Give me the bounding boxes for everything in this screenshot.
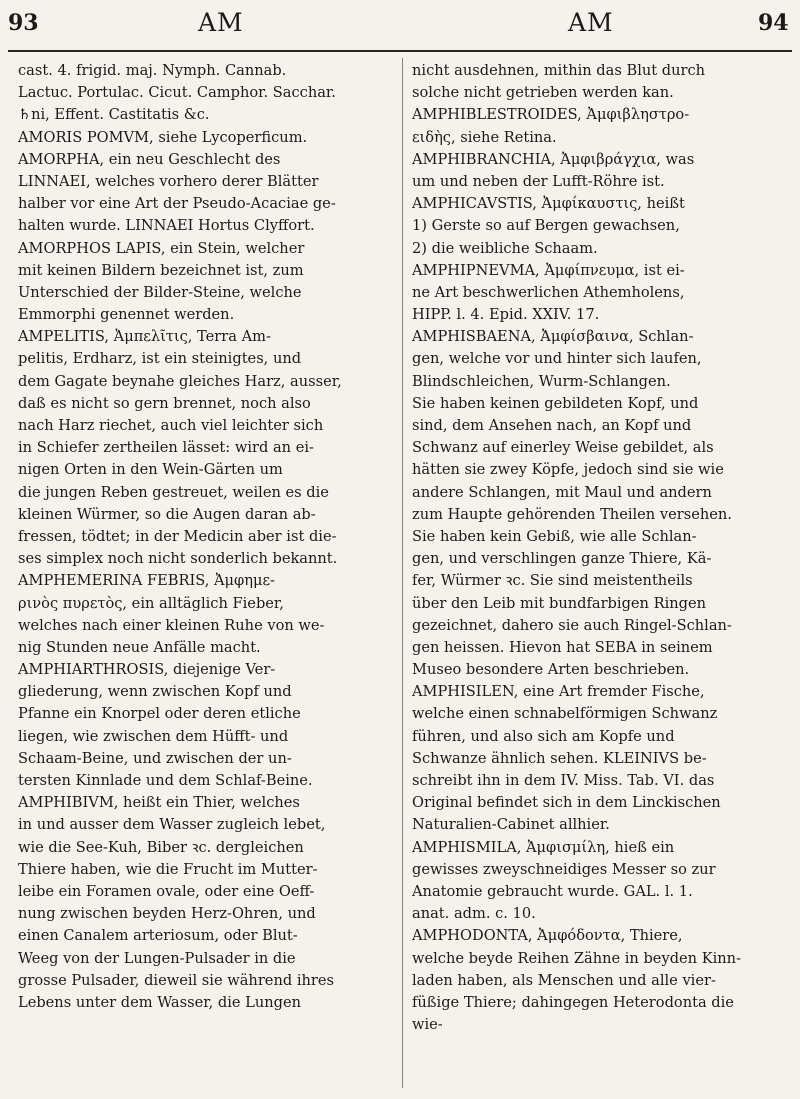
- running-head-left: AM: [198, 8, 244, 37]
- text-line: HIPP. l. 4. Epid. XXIV. 17.: [412, 306, 600, 324]
- text-line: Sie haben keinen gebildeten Kopf, und: [412, 394, 699, 412]
- text-line: Blindschleichen, Wurm-Schlangen.: [412, 372, 671, 390]
- text-line: Pfanne ein Knorpel oder deren etliche: [18, 705, 301, 723]
- text-line: nicht ausdehnen, mithin das Blut durch: [412, 62, 706, 79]
- text-line: halber vor eine Art der Pseudo-Acaciae ge-: [18, 195, 336, 213]
- text-line: AMPHIBLESTROIDES, Ἀμφιβληστρο-: [412, 106, 690, 124]
- text-line: gliederung, wenn zwischen Kopf und: [18, 683, 292, 701]
- text-line: AMPHODONTA, Ἀμφόδοντα, Thiere,: [412, 927, 683, 945]
- text-line: Museo besondere Arten beschrieben.: [412, 661, 690, 679]
- text-line: andere Schlangen, mit Maul und andern: [412, 483, 712, 501]
- text-line: zum Haupte gehörenden Theilen versehen.: [412, 505, 732, 523]
- text-line: gen, und verschlingen ganze Thiere, Kä-: [412, 550, 712, 568]
- text-line: wie die See-Kuh, Biber ꝛc. dergleichen: [18, 838, 304, 856]
- text-line: halten wurde. LINNAEI Hortus Clyffort.: [18, 217, 315, 235]
- text-line: in und ausser dem Wasser zugleich lebet,: [18, 816, 326, 834]
- text-line: AMORPHA, ein neu Geschlecht des: [18, 150, 281, 168]
- text-line: AMPHIBRANCHIA, Ἀμφιβράγχια, was: [412, 150, 695, 168]
- text-line: Weeg von der Lungen-Pulsader in die: [18, 949, 296, 967]
- running-head-right: AM: [568, 8, 614, 37]
- text-line: gen heissen. Hievon hat SEBA in seinem: [412, 638, 713, 656]
- page-header: [0, 0, 800, 62]
- text-line: tersten Kinnlade und dem Schlaf-Beine.: [18, 772, 313, 789]
- text-line: um und neben der Lufft-Röhre ist.: [412, 172, 665, 190]
- text-line: gewisses zweyschneidiges Messer so zur: [412, 860, 716, 878]
- text-line: laden haben, als Menschen und alle vier-: [412, 971, 716, 989]
- text-line: kleinen Würmer, so die Augen daran ab-: [18, 505, 316, 523]
- text-line: wie-: [412, 1016, 443, 1034]
- text-line: gezeichnet, dahero sie auch Ringel-Schlan-: [412, 616, 732, 634]
- text-line: solche nicht getrieben werden kan.: [412, 84, 674, 102]
- text-line: nig Stunden neue Anfälle macht.: [18, 638, 261, 656]
- text-line: Schaam-Beine, und zwischen der un-: [18, 749, 292, 767]
- text-line: welche einen schnabelförmigen Schwanz: [412, 705, 718, 723]
- text-line: pelitis, Erdharz, ist ein steinigtes, und: [18, 350, 302, 368]
- text-line: liegen, wie zwischen dem Hüfft- und: [18, 727, 289, 745]
- text-line: ♄ni, Effent. Castitatis &c.: [18, 106, 210, 124]
- text-line: daß es nicht so gern brennet, noch also: [18, 394, 311, 412]
- right-column: [412, 60, 784, 1090]
- text-line: ρινὸς πυρετὸς, ein alltäglich Fieber,: [18, 594, 284, 612]
- text-line: Sie haben kein Gebiß, wie alle Schlan-: [412, 527, 697, 545]
- text-line: AMPHICAVSTIS, Ἀμφίκαυστις, heißt: [412, 195, 685, 213]
- page-number-left: 93: [8, 10, 39, 36]
- text-line: Schwanz auf einerley Weise gebildet, als: [412, 439, 714, 457]
- text-line: nung zwischen beyden Herz-Ohren, und: [18, 905, 316, 923]
- text-line: die jungen Reben gestreuet, weilen es die: [18, 483, 329, 501]
- text-line: sind, dem Ansehen nach, an Kopf und: [412, 417, 692, 434]
- text-line: ne Art beschwerlichen Athemholens,: [412, 283, 685, 301]
- text-line: anat. adm. c. 10.: [412, 905, 536, 923]
- text-line: AMORPHOS LAPIS, ein Stein, welcher: [18, 239, 305, 257]
- text-line: cast. 4. frigid. maj. Nymph. Cannab.: [18, 62, 287, 79]
- text-line: schreibt ihn in dem IV. Miss. Tab. VI. das: [412, 772, 715, 789]
- left-column: [18, 60, 390, 1090]
- text-line: über den Leib mit bundfarbigen Ringen: [412, 594, 707, 612]
- text-line: Lactuc. Portulac. Cicut. Camphor. Sacchar.: [18, 84, 336, 102]
- text-line: AMPHIBIVM, heißt ein Thier, welches: [18, 794, 300, 812]
- text-line: AMPHISILEN, eine Art fremder Fische,: [412, 683, 705, 701]
- text-line: welche beyde Reihen Zähne in beyden Kinn-: [412, 949, 742, 967]
- header-rule: [8, 50, 792, 52]
- text-line: in Schiefer zertheilen lässet: wird an ei-: [18, 439, 314, 457]
- text-line: AMPHIPNEVMA, Ἀμφίπνευμα, ist ei-: [412, 261, 685, 279]
- text-line: AMPHISMILA, Ἀμφισμίλη, hieß ein: [412, 838, 675, 856]
- text-line: einen Canalem arteriosum, oder Blut-: [18, 927, 298, 945]
- text-line: 2) die weibliche Schaam.: [412, 239, 598, 257]
- text-line: nach Harz riechet, auch viel leichter sich: [18, 417, 324, 434]
- text-line: AMPHEMERINA FEBRIS, Ἀμφημε-: [18, 572, 275, 590]
- text-line: ειδὴς, siehe Retina.: [412, 128, 557, 146]
- text-line: ses simplex noch nicht sonderlich bekannt.: [18, 550, 338, 568]
- text-line: Lebens unter dem Wasser, die Lungen: [18, 993, 302, 1011]
- page-number-right: 94: [758, 10, 789, 36]
- text-line: AMPELITIS, Ἀμπελῖτις, Terra Am-: [18, 328, 271, 346]
- text-line: führen, und also sich am Kopfe und: [412, 727, 675, 745]
- text-line: dem Gagate beynahe gleiches Harz, ausser,: [18, 372, 342, 390]
- text-line: Schwanze ähnlich sehen. KLEINIVS be-: [412, 749, 707, 767]
- text-line: fer, Würmer ꝛc. Sie sind meistentheils: [412, 572, 693, 590]
- text-line: AMPHISBAENA, Ἀμφίσβαινα, Schlan-: [412, 328, 694, 346]
- text-line: AMORIS POMVM, siehe Lycoperficum.: [18, 128, 308, 146]
- text-line: mit keinen Bildern bezeichnet ist, zum: [18, 261, 304, 279]
- text-line: 1) Gerste so auf Bergen gewachsen,: [412, 217, 680, 235]
- text-line: leibe ein Foramen ovale, oder eine Oeff-: [18, 882, 315, 900]
- text-line: hätten sie zwey Köpfe, jedoch sind sie wie: [412, 461, 724, 479]
- text-line: Emmorphi genennet werden.: [18, 306, 235, 324]
- text-line: Naturalien-Cabinet allhier.: [412, 816, 610, 834]
- text-line: AMPHIARTHROSIS, diejenige Ver-: [18, 661, 276, 679]
- text-line: nigen Orten in den Wein-Gärten um: [18, 461, 283, 479]
- text-line: welches nach einer kleinen Ruhe von we-: [18, 616, 325, 634]
- text-line: Anatomie gebraucht wurde. GAL. l. 1.: [412, 882, 693, 900]
- text-line: gen, welche vor und hinter sich laufen,: [412, 350, 702, 368]
- text-line: LINNAEI, welches vorhero derer Blätter: [18, 172, 319, 190]
- text-line: grosse Pulsader, dieweil sie während ihres: [18, 971, 334, 989]
- column-divider: [402, 58, 403, 1088]
- text-line: Original befindet sich in dem Linckischen: [412, 794, 721, 812]
- text-line: füßige Thiere; dahingegen Heterodonta die: [412, 993, 734, 1011]
- text-line: Thiere haben, wie die Frucht im Mutter-: [18, 860, 318, 878]
- text-line: fressen, tödtet; in der Medicin aber ist die-: [18, 527, 337, 545]
- text-line: Unterschied der Bilder-Steine, welche: [18, 283, 302, 301]
